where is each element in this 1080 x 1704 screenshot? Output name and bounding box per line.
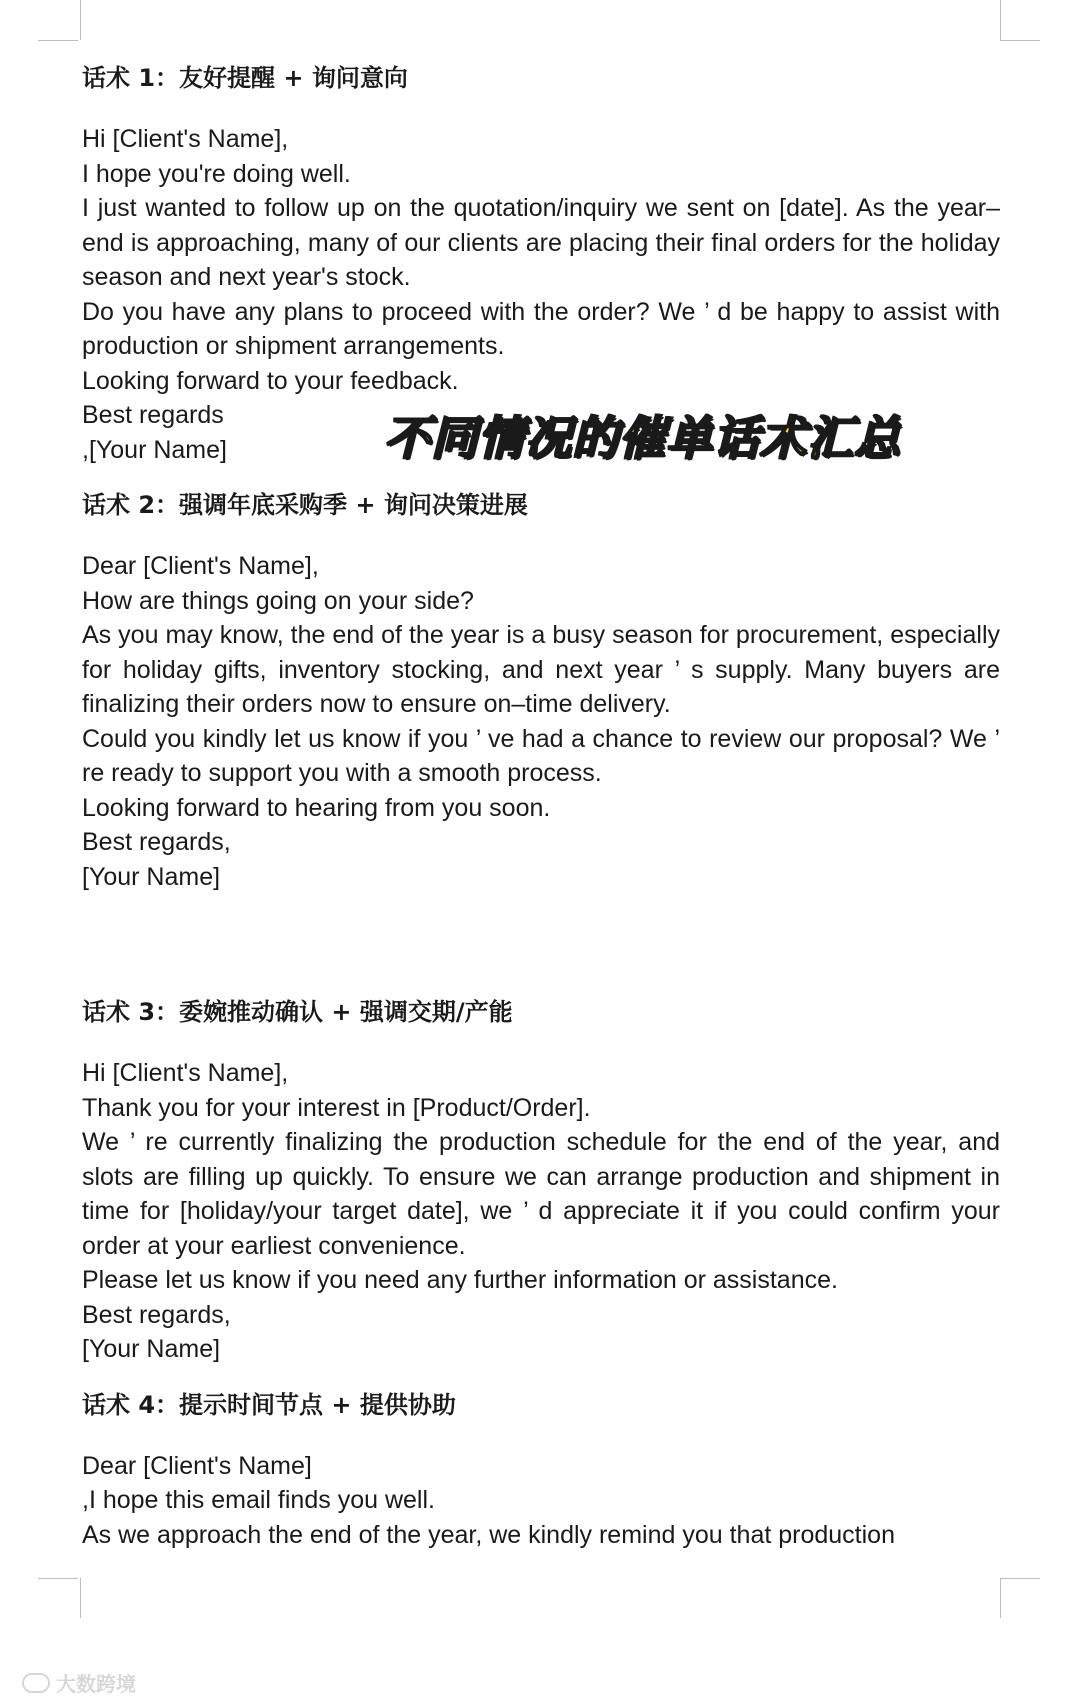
crop-mark-top-right (1000, 0, 1001, 40)
email-line: As we approach the end of the year, we kindly remind you that production (82, 1520, 895, 1549)
section-heading: 话术 4：提示时间节点 + 提供协助 (82, 1390, 456, 1419)
document-content (82, 62, 1000, 1574)
email-line: Best regards (82, 401, 224, 429)
crop-mark-top-right-h (1000, 40, 1040, 41)
email-line: ,I hope this email finds you well. (82, 1486, 435, 1514)
script-section-1 (82, 62, 1000, 467)
watermark-text: 大数跨境 (56, 1672, 136, 1696)
email-line: Could you kindly let us know if you ’ ve had a chance to review our proposal? We ’ re ready to support you with a smooth process. (82, 724, 1000, 787)
script-section-3 (82, 996, 1000, 1367)
script-section-2 (82, 489, 1000, 894)
email-line: Hi [Client's Name], (82, 125, 289, 153)
email-line: Dear [Client's Name], (82, 552, 319, 580)
crop-mark-bottom-left (80, 1578, 81, 1618)
section-heading: 话术 2：强调年底采购季 + 询问决策进展 (82, 491, 528, 519)
watermark-logo-icon (22, 1673, 50, 1693)
email-line: I just wanted to follow up on the quotation/inquiry we sent on [date]. As the year–end is approaching, many of our clients are placing their final orders for the holiday season and next year's stock. (82, 194, 1000, 291)
crop-mark-bottom-left-h (38, 1578, 78, 1579)
email-body (82, 1056, 1000, 1367)
script-section-4 (82, 1389, 1000, 1553)
crop-mark-bottom-right (1000, 1578, 1001, 1618)
email-line: Best regards, (82, 828, 231, 856)
section-heading: 话术 3：委婉推动确认 + 强调交期/产能 (82, 998, 513, 1026)
email-line: I hope you're doing well. (82, 159, 351, 188)
email-line: As you may know, the end of the year is a busy season for procurement, especially for holiday gifts, inventory stocking, and next year ’ s supply. Many buyers are finalizing their orders now to ensure on–time delivery. (82, 621, 1000, 718)
email-line: We ’ re currently finalizing the production schedule for the end of the year, and slots are filling up quickly. To ensure we can arrange production and shipment in time for [holiday/your target date], we ’ d appreciate it if you could confirm your order at your earliest convenience. (82, 1128, 1000, 1260)
email-line: How are things going on your side? (82, 586, 474, 615)
email-line: Looking forward to your feedback. (82, 366, 459, 395)
watermark (22, 1668, 136, 1697)
crop-mark-bottom-right-h (1000, 1578, 1040, 1579)
email-line: Hi [Client's Name], (82, 1059, 289, 1087)
section-heading: 话术 1：友好提醒 + 询问意向 (82, 64, 408, 92)
email-line: ,[Your Name] (82, 435, 227, 464)
email-line: Looking forward to hearing from you soon. (82, 793, 551, 822)
overlay-title: 不同情况的催单话术汇总 (384, 411, 901, 465)
email-line: [Your Name] (82, 862, 221, 891)
email-body (82, 549, 1000, 894)
email-line: Best regards, (82, 1300, 231, 1329)
email-line: Please let us know if you need any further information or assistance. (82, 1266, 838, 1294)
crop-mark-top-left-h (38, 40, 78, 41)
email-line: Dear [Client's Name] (82, 1451, 312, 1480)
email-line: Thank you for your interest in [Product/Order]. (82, 1093, 591, 1122)
email-line: Do you have any plans to proceed with the order? We ’ d be happy to assist with production or shipment arrangements. (82, 297, 1000, 360)
email-body (82, 1449, 1000, 1553)
crop-mark-top-left (80, 0, 81, 40)
email-line: [Your Name] (82, 1335, 221, 1363)
